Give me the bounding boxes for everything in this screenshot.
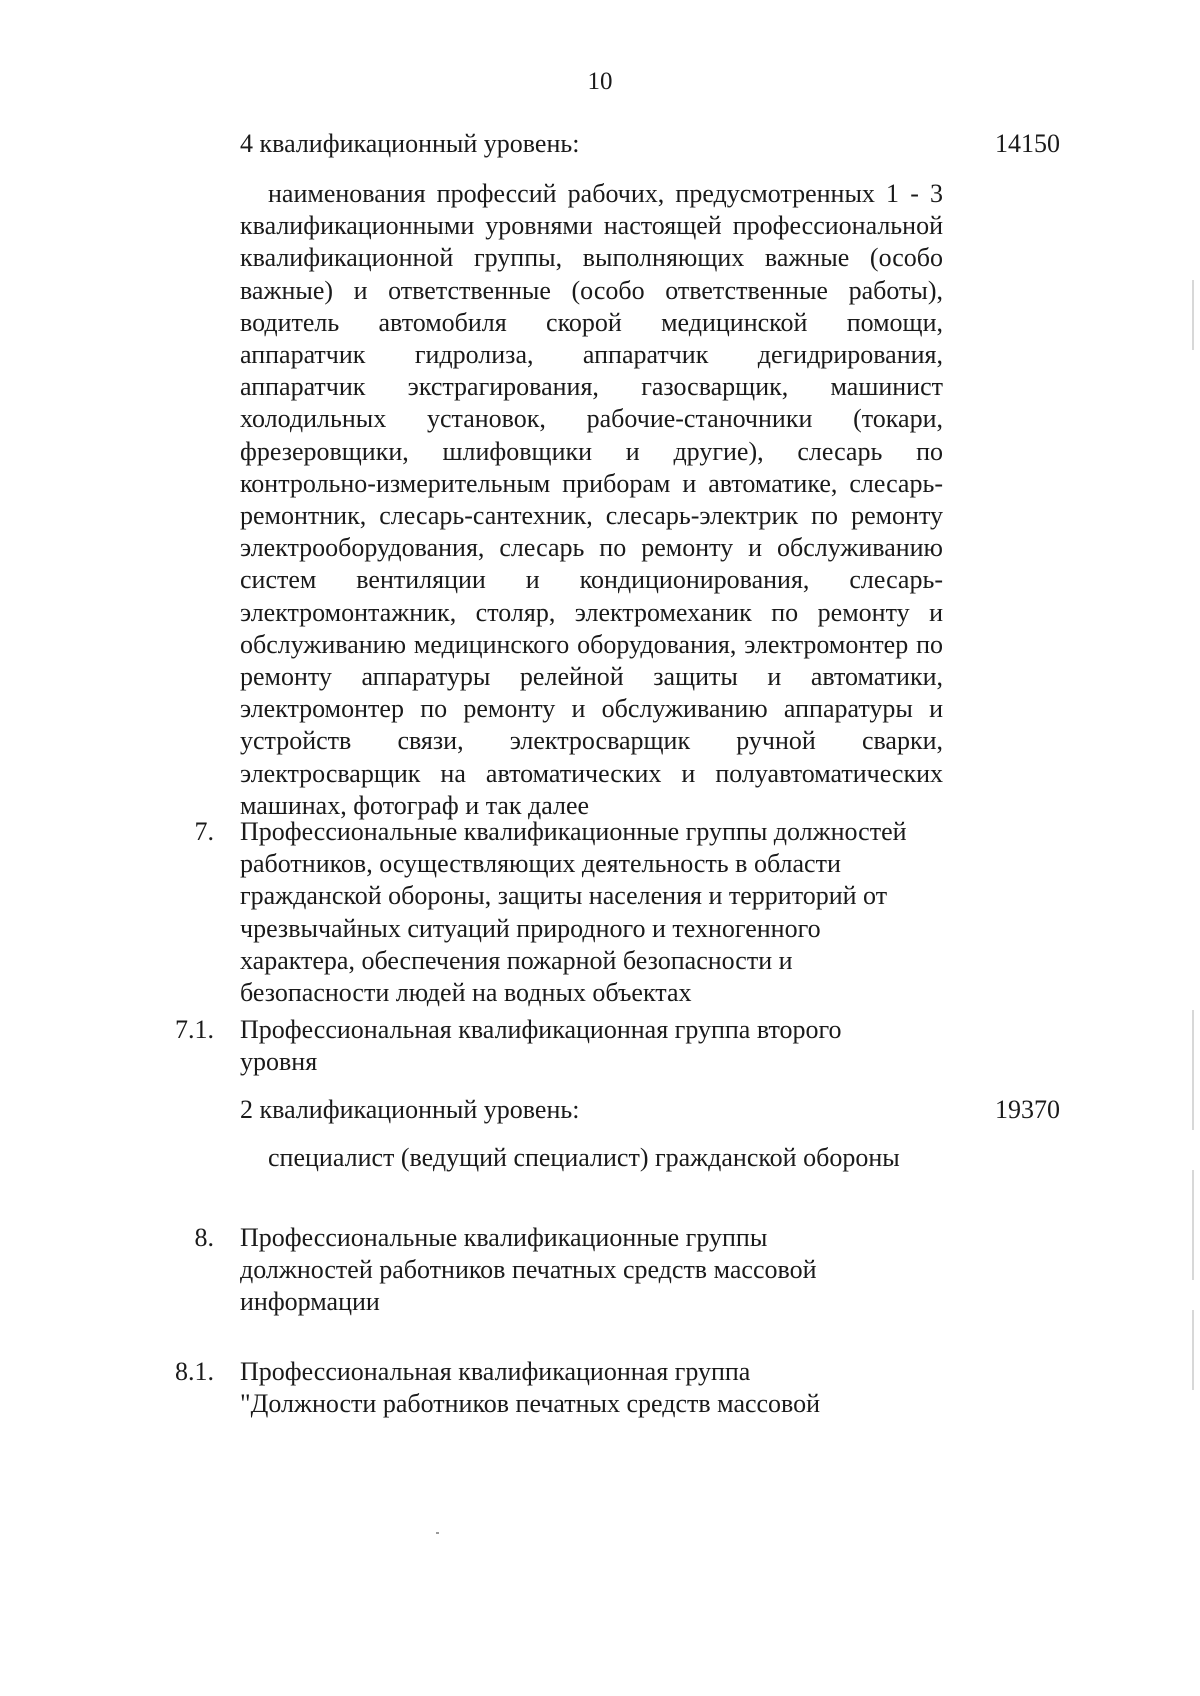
section-7-1-number: 7.1.: [175, 1015, 214, 1044]
level-4-description: наименования профессий рабочих, предусмотренных 1 - 3 квалификационными уровнями настоящей профессиональной квалификационной группы, выполняющих важные (особо важные) и ответственные (особо ответственные работы), водитель автомобиля скорой медицинской помощи, аппаратчик гидролиза, аппаратчик дегидрирования, аппаратчик экстрагирования, газосварщик, машинист холодильных установок, рабочие-станочники (токари, фрезеровщики, шлифовщики и другие), слесарь по контрольно-измерительным приборам и автоматике, слесарь-ремонтник, слесарь-сантехник, слесарь-электрик по ремонту электрооборудования, слесарь по ремонту и обслуживанию систем вентиляции и кондиционирования, слесарь-электромонтажник, столяр, электромеханик по ремонту и обслуживанию медицинского оборудования, электромонтер по ремонту аппаратуры релейной защиты и автоматики, электромонтер по ремонту и обслуживанию аппаратуры и устройств связи, электросварщик ручной сварки, электросварщик на автоматических и полуавтоматических машинах, фотограф и так далее: [240, 179, 943, 820]
scan-artifact: [1192, 1170, 1194, 1280]
level-4-label: 4 квалификационный уровень:: [240, 129, 580, 158]
level-4-amount: 14150: [995, 129, 1060, 158]
section-7-number: 7.: [194, 817, 214, 846]
page-number: 10: [587, 68, 613, 95]
scan-artifact: [436, 1532, 439, 1534]
section-7-title: Профессиональные квалификационные группы должностей работников, осуществляющих деятельность в области гражданской обороны, защиты населения и территорий от чрезвычайных ситуаций природного и техногенного характера, обеспечения пожарной безопасности и безопасности людей на водных объектах: [240, 817, 907, 1008]
section-7-1-title: Профессиональная квалификационная группа второго уровня: [240, 1015, 842, 1077]
scan-artifact: [1192, 1010, 1194, 1130]
level-2-label: 2 квалификационный уровень:: [240, 1095, 580, 1124]
section-8-number: 8.: [194, 1223, 214, 1252]
section-8-title: Профессиональные квалификационные группы должностей работников печатных средств массовой информации: [240, 1223, 817, 1317]
scan-artifact: [1192, 1310, 1194, 1390]
level-2-amount: 19370: [995, 1095, 1060, 1124]
section-8-1-number: 8.1.: [175, 1357, 214, 1386]
section-8-1-title: Профессиональная квалификационная группа "Должности работников печатных средств массовой: [240, 1357, 821, 1419]
scan-artifact: [1192, 280, 1194, 350]
level-2-description: специалист (ведущий специалист) гражданской обороны: [268, 1143, 900, 1172]
